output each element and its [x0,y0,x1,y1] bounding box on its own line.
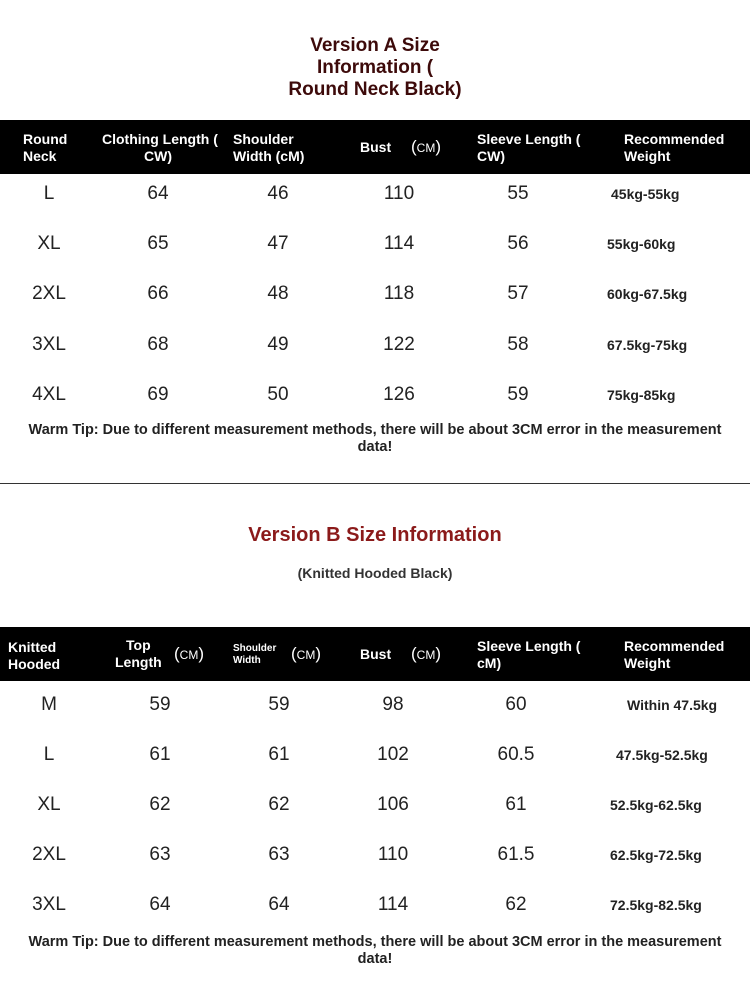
version-a-title-line-2: Information ( [316,57,434,78]
unit-text: CM [296,648,316,662]
table-cell: 118 [383,283,415,304]
table-cell: 122 [383,334,415,355]
header-text: Width (cM) [233,148,305,164]
header-text: Weight [624,655,671,671]
table-cell: 62 [149,794,171,815]
header-text: Shoulder [233,643,277,654]
table-cell: 102 [377,744,409,765]
tip-line: data! [357,951,393,967]
table-cell: 126 [383,384,415,405]
header-shoulder-width [233,643,276,667]
table-cell: 69 [147,384,169,405]
header-sleeve-length [477,638,580,672]
table-cell: 63 [149,844,171,865]
table-cell-weight: 45kg-55kg [611,186,680,202]
table-cell-weight: 67.5kg-75kg [607,337,688,353]
table-cell: 68 [147,334,169,355]
header-text: Shoulder [233,131,294,147]
tip-line: Warm Tip: Due to different measurement methods, there will be about 3CM error in the measurement [28,422,722,438]
header-bust: Bust [360,139,392,155]
table-cell: 61 [505,794,527,815]
header-top-length [115,637,162,671]
table-cell: 48 [267,283,289,304]
table-cell: 98 [382,694,404,715]
table-cell: 2XL [32,844,66,865]
header-shoulder-unit: (CM) [291,644,322,663]
table-cell: 3XL [32,894,66,915]
header-text: Width [233,655,261,666]
table-cell: 60.5 [497,744,535,765]
table-cell: 60 [505,694,527,715]
table-cell: 106 [377,794,409,815]
table-cell-weight: 72.5kg-82.5kg [610,897,702,913]
header-text: Weight [624,148,671,164]
tip-line: Warm Tip: Due to different measurement methods, there will be about 3CM error in the measurement [28,934,722,950]
table-cell: L [43,744,55,765]
table-cell: 66 [147,283,169,304]
header-text: Knitted [8,639,57,655]
header-text: Hooded [8,656,61,672]
version-a-warm-tip [10,422,740,456]
table-cell-weight: Within 47.5kg [627,697,718,713]
tip-line: data! [357,439,393,455]
table-row [0,330,750,360]
table-cell: 55 [507,183,529,204]
table-cell: XL [37,794,61,815]
table-cell: 56 [507,233,529,254]
version-b-header-row [0,627,750,681]
table-cell: 49 [267,334,289,355]
unit-text: CM [416,648,436,662]
unit-text: CM [416,141,436,155]
table-cell: 110 [383,183,415,204]
table-row [0,229,750,259]
table-row [0,380,750,410]
table-cell-weight: 55kg-60kg [607,236,676,252]
header-text: Length [115,654,162,670]
table-cell: 46 [267,183,289,204]
table-cell: 62 [505,894,527,915]
header-text: CW) [144,148,172,164]
table-cell-weight: 52.5kg-62.5kg [610,797,702,813]
version-a-title [0,35,750,101]
table-row [0,690,750,720]
table-cell: 64 [149,894,171,915]
table-cell: 2XL [32,283,66,304]
table-cell: 3XL [32,334,66,355]
unit-text: CM [179,648,199,662]
header-text: Top [126,637,151,653]
header-sleeve-length [477,131,580,165]
table-cell: 62 [268,794,290,815]
header-bust: Bust [360,646,392,662]
header-text: Sleeve Length ( [477,131,581,147]
table-row [0,790,750,820]
version-a-header-row [0,120,750,174]
header-shoulder-width [233,131,304,165]
table-cell: 58 [507,334,529,355]
header-text: Neck [23,148,57,164]
table-cell: M [41,694,57,715]
table-cell: 110 [377,844,409,865]
table-row [0,840,750,870]
table-row [0,279,750,309]
version-a-title-line-3: Round Neck Black) [288,79,462,100]
table-cell: 4XL [32,384,66,405]
header-recommended-weight [624,638,724,672]
table-cell: 50 [267,384,289,405]
header-clothing-length [102,131,218,165]
table-cell: 63 [268,844,290,865]
table-cell: 114 [383,233,415,254]
table-cell: 61.5 [497,844,535,865]
table-cell: 59 [507,384,529,405]
header-text: Recommended [624,131,725,147]
table-cell: 61 [149,744,171,765]
table-cell: 59 [149,694,171,715]
header-bust-unit: (CM) [411,644,442,663]
table-cell: 57 [507,283,529,304]
header-knitted-hooded [8,639,60,673]
table-cell-weight: 47.5kg-52.5kg [616,747,708,763]
header-text: Sleeve Length ( [477,638,581,654]
table-row [0,890,750,920]
section-divider [0,483,750,484]
version-b-subtitle: (Knitted Hooded Black) [297,565,453,581]
header-text: cM) [477,655,502,671]
header-text: Clothing Length ( [102,131,218,147]
table-cell: 59 [268,694,290,715]
table-row [0,179,750,209]
table-cell: 47 [267,233,289,254]
table-row [0,740,750,770]
table-cell: L [43,183,55,204]
header-recommended-weight [624,131,724,165]
header-text: Round [23,131,68,147]
table-cell: 61 [268,744,290,765]
table-cell: 114 [377,894,409,915]
version-b-title: Version B Size Information [248,524,502,546]
header-bust-unit: (CM) [411,137,442,156]
table-cell: 65 [147,233,169,254]
header-top-length-unit: (CM) [174,644,205,663]
version-a-title-line-1: Version A Size [310,35,440,56]
table-cell-weight: 60kg-67.5kg [607,286,688,302]
table-cell: 64 [268,894,290,915]
table-cell-weight: 62.5kg-72.5kg [610,847,702,863]
header-round-neck [23,131,67,165]
table-cell-weight: 75kg-85kg [607,387,676,403]
header-text: CW) [477,148,505,164]
version-b-warm-tip [10,934,740,968]
table-cell: 64 [147,183,169,204]
table-cell: XL [37,233,61,254]
header-text: Recommended [624,638,725,654]
